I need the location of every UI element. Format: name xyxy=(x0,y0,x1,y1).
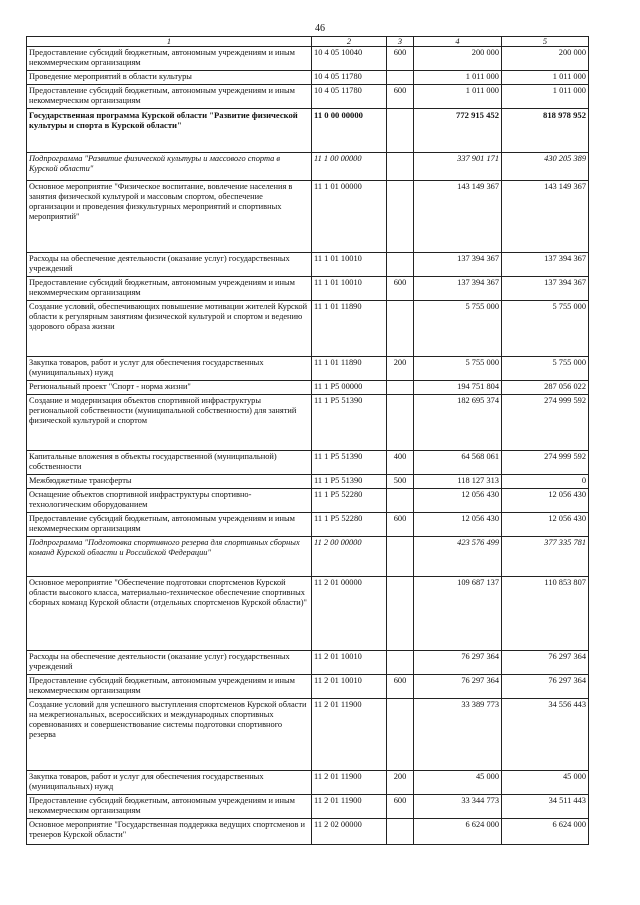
row-name-cell: Закупка товаров, работ и услуг для обеспечения государственных (муниципальных) нужд xyxy=(27,357,312,381)
row-code-cell: 11 1 P5 51390 xyxy=(312,475,387,489)
row-amount-year2-cell: 818 978 952 xyxy=(502,109,589,153)
row-name-cell: Создание условий, обеспечивающих повышение мотивации жителей Курской области к регулярным занятиям физической культурой и спортом и ведению здорового образа жизни xyxy=(27,301,312,357)
table-row xyxy=(27,651,589,675)
row-amount-year1-cell: 1 011 000 xyxy=(414,85,502,109)
row-code-cell: 11 1 P5 51390 xyxy=(312,395,387,451)
row-amount-year1-cell: 6 624 000 xyxy=(414,819,502,845)
row-name-cell: Предоставление субсидий бюджетным, автономным учреждениям и иным некоммерческим организациям xyxy=(27,277,312,301)
row-name-cell: Оснащение объектов спортивной инфраструктуры спортивно-технологическим оборудованием xyxy=(27,489,312,513)
row-amount-year1-cell: 64 568 061 xyxy=(414,451,502,475)
table-row xyxy=(27,181,589,253)
row-expense-type-cell xyxy=(387,395,414,451)
table-row xyxy=(27,819,589,845)
row-amount-year1-cell: 143 149 367 xyxy=(414,181,502,253)
budget-table xyxy=(26,36,589,845)
table-row xyxy=(27,301,589,357)
row-expense-type-cell: 600 xyxy=(387,795,414,819)
row-amount-year1-cell: 137 394 367 xyxy=(414,277,502,301)
row-expense-type-cell: 600 xyxy=(387,675,414,699)
row-code-cell: 11 2 01 00000 xyxy=(312,577,387,651)
row-amount-year2-cell: 110 853 807 xyxy=(502,577,589,651)
row-code-cell: 11 2 01 11900 xyxy=(312,699,387,771)
table-row xyxy=(27,395,589,451)
row-expense-type-cell xyxy=(387,381,414,395)
row-name-cell: Предоставление субсидий бюджетным, автономным учреждениям и иным некоммерческим организациям xyxy=(27,795,312,819)
row-code-cell: 11 1 P5 00000 xyxy=(312,381,387,395)
row-amount-year1-cell: 12 056 430 xyxy=(414,513,502,537)
row-amount-year1-cell: 5 755 000 xyxy=(414,357,502,381)
row-expense-type-cell xyxy=(387,181,414,253)
table-row xyxy=(27,85,589,109)
row-expense-type-cell xyxy=(387,819,414,845)
row-expense-type-cell: 400 xyxy=(387,451,414,475)
table-row xyxy=(27,513,589,537)
row-code-cell: 11 2 00 00000 xyxy=(312,537,387,577)
row-name-cell: Расходы на обеспечение деятельности (оказание услуг) государственных учреждений xyxy=(27,651,312,675)
row-amount-year1-cell: 5 755 000 xyxy=(414,301,502,357)
row-amount-year2-cell: 6 624 000 xyxy=(502,819,589,845)
header-col-1: 1 xyxy=(27,37,312,47)
row-amount-year2-cell: 137 394 367 xyxy=(502,253,589,277)
row-amount-year1-cell: 772 915 452 xyxy=(414,109,502,153)
row-name-cell: Предоставление субсидий бюджетным, автономным учреждениям и иным некоммерческим организациям xyxy=(27,513,312,537)
row-code-cell: 10 4 05 11780 xyxy=(312,71,387,85)
row-expense-type-cell xyxy=(387,577,414,651)
table-row xyxy=(27,675,589,699)
row-amount-year1-cell: 1 011 000 xyxy=(414,71,502,85)
row-name-cell: Предоставление субсидий бюджетным, автономным учреждениям и иным некоммерческим организациям xyxy=(27,675,312,699)
row-amount-year2-cell: 287 056 022 xyxy=(502,381,589,395)
row-name-cell: Подпрограмма "Развитие физической культуры и массового спорта в Курской области" xyxy=(27,153,312,181)
header-col-2: 2 xyxy=(312,37,387,47)
row-amount-year1-cell: 118 127 313 xyxy=(414,475,502,489)
row-amount-year1-cell: 76 297 364 xyxy=(414,651,502,675)
row-expense-type-cell xyxy=(387,489,414,513)
row-code-cell: 11 1 P5 52280 xyxy=(312,489,387,513)
row-amount-year2-cell: 5 755 000 xyxy=(502,357,589,381)
table-row xyxy=(27,489,589,513)
row-code-cell: 11 2 01 11900 xyxy=(312,795,387,819)
table-row xyxy=(27,253,589,277)
row-amount-year1-cell: 194 751 804 xyxy=(414,381,502,395)
row-amount-year2-cell: 274 999 592 xyxy=(502,451,589,475)
row-amount-year2-cell: 34 511 443 xyxy=(502,795,589,819)
row-code-cell: 11 1 P5 51390 xyxy=(312,451,387,475)
row-expense-type-cell xyxy=(387,699,414,771)
row-code-cell: 11 1 P5 52280 xyxy=(312,513,387,537)
row-name-cell: Подпрограмма "Подготовка спортивного резерва для спортивных сборных команд Курской области и Российской Федерации" xyxy=(27,537,312,577)
row-name-cell: Капитальные вложения в объекты государственной (муниципальной) собственности xyxy=(27,451,312,475)
table-row xyxy=(27,153,589,181)
row-amount-year2-cell: 430 205 389 xyxy=(502,153,589,181)
table-row xyxy=(27,475,589,489)
table-row xyxy=(27,357,589,381)
row-amount-year1-cell: 76 297 364 xyxy=(414,675,502,699)
row-amount-year1-cell: 182 695 374 xyxy=(414,395,502,451)
row-name-cell: Создание и модернизация объектов спортивной инфраструктуры региональной собственности (муниципальной собственности) для занятий физической культурой и спортом xyxy=(27,395,312,451)
row-amount-year1-cell: 137 394 367 xyxy=(414,253,502,277)
row-code-cell: 11 1 01 10010 xyxy=(312,277,387,301)
table-row xyxy=(27,47,589,71)
header-col-5: 5 xyxy=(502,37,589,47)
row-name-cell: Основное мероприятие "Физическое воспитание, вовлечение населения в занятия физической культурой и массовым спортом, обеспечение организации и проведения физкультурных мероприятий и спортивных мероприятий" xyxy=(27,181,312,253)
row-code-cell: 11 1 01 11890 xyxy=(312,301,387,357)
row-amount-year2-cell: 12 056 430 xyxy=(502,489,589,513)
row-code-cell: 11 2 01 11900 xyxy=(312,771,387,795)
row-code-cell: 11 0 00 00000 xyxy=(312,109,387,153)
row-amount-year2-cell: 377 335 781 xyxy=(502,537,589,577)
table-row xyxy=(27,71,589,85)
row-name-cell: Государственная программа Курской области "Развитие физической культуры и спорта в Курской области" xyxy=(27,109,312,153)
row-code-cell: 10 4 05 10040 xyxy=(312,47,387,71)
table-row xyxy=(27,537,589,577)
row-amount-year2-cell: 143 149 367 xyxy=(502,181,589,253)
row-amount-year2-cell: 200 000 xyxy=(502,47,589,71)
row-expense-type-cell: 600 xyxy=(387,85,414,109)
row-code-cell: 11 1 01 10010 xyxy=(312,253,387,277)
row-amount-year2-cell: 76 297 364 xyxy=(502,675,589,699)
row-name-cell: Расходы на обеспечение деятельности (оказание услуг) государственных учреждений xyxy=(27,253,312,277)
table-row xyxy=(27,795,589,819)
row-expense-type-cell xyxy=(387,651,414,675)
row-expense-type-cell: 500 xyxy=(387,475,414,489)
row-amount-year2-cell: 45 000 xyxy=(502,771,589,795)
row-amount-year2-cell: 137 394 367 xyxy=(502,277,589,301)
row-name-cell: Основное мероприятие "Обеспечение подготовки спортсменов Курской области высокого класса, материально-техническое обеспечение спортивных сборных команд Курской области (отдельных спортсменов Курской области)" xyxy=(27,577,312,651)
row-amount-year2-cell: 76 297 364 xyxy=(502,651,589,675)
row-amount-year2-cell: 34 556 443 xyxy=(502,699,589,771)
row-name-cell: Основное мероприятие "Государственная поддержка ведущих спортсменов и тренеров Курской области" xyxy=(27,819,312,845)
row-amount-year1-cell: 45 000 xyxy=(414,771,502,795)
row-amount-year1-cell: 12 056 430 xyxy=(414,489,502,513)
row-code-cell: 11 1 01 11890 xyxy=(312,357,387,381)
row-name-cell: Проведение мероприятий в области культуры xyxy=(27,71,312,85)
page-number: 46 xyxy=(315,23,325,34)
row-expense-type-cell xyxy=(387,153,414,181)
row-expense-type-cell xyxy=(387,109,414,153)
table-row xyxy=(27,577,589,651)
row-code-cell: 11 1 01 00000 xyxy=(312,181,387,253)
row-amount-year2-cell: 274 999 592 xyxy=(502,395,589,451)
row-amount-year1-cell: 423 576 499 xyxy=(414,537,502,577)
row-expense-type-cell: 600 xyxy=(387,513,414,537)
row-amount-year1-cell: 109 687 137 xyxy=(414,577,502,651)
row-amount-year1-cell: 33 389 773 xyxy=(414,699,502,771)
row-code-cell: 11 2 02 00000 xyxy=(312,819,387,845)
row-code-cell: 11 1 00 00000 xyxy=(312,153,387,181)
row-name-cell: Предоставление субсидий бюджетным, автономным учреждениям и иным некоммерческим организациям xyxy=(27,85,312,109)
row-name-cell: Создание условий для успешного выступления спортсменов Курской области на межрегиональных, всероссийских и международных спортивных соревнованиях и совершенствование системы подготовки спортивного резерва xyxy=(27,699,312,771)
row-amount-year2-cell: 12 056 430 xyxy=(502,513,589,537)
row-expense-type-cell xyxy=(387,537,414,577)
row-expense-type-cell: 600 xyxy=(387,277,414,301)
row-amount-year2-cell: 1 011 000 xyxy=(502,85,589,109)
header-col-3: 3 xyxy=(387,37,414,47)
row-expense-type-cell xyxy=(387,253,414,277)
row-name-cell: Закупка товаров, работ и услуг для обеспечения государственных (муниципальных) нужд xyxy=(27,771,312,795)
table-row xyxy=(27,109,589,153)
row-amount-year2-cell: 5 755 000 xyxy=(502,301,589,357)
row-expense-type-cell: 200 xyxy=(387,357,414,381)
table-row xyxy=(27,277,589,301)
row-code-cell: 11 2 01 10010 xyxy=(312,651,387,675)
table-row xyxy=(27,771,589,795)
header-col-4: 4 xyxy=(414,37,502,47)
row-name-cell: Предоставление субсидий бюджетным, автономным учреждениям и иным некоммерческим организациям xyxy=(27,47,312,71)
row-name-cell: Региональный проект "Спорт - норма жизни" xyxy=(27,381,312,395)
table-row xyxy=(27,699,589,771)
table-row xyxy=(27,451,589,475)
table-row xyxy=(27,381,589,395)
row-amount-year2-cell: 0 xyxy=(502,475,589,489)
row-expense-type-cell xyxy=(387,301,414,357)
row-code-cell: 11 2 01 10010 xyxy=(312,675,387,699)
row-amount-year1-cell: 337 901 171 xyxy=(414,153,502,181)
row-expense-type-cell xyxy=(387,71,414,85)
row-amount-year2-cell: 1 011 000 xyxy=(502,71,589,85)
row-expense-type-cell: 200 xyxy=(387,771,414,795)
table-header-row xyxy=(27,37,589,47)
row-expense-type-cell: 600 xyxy=(387,47,414,71)
row-code-cell: 10 4 05 11780 xyxy=(312,85,387,109)
row-amount-year1-cell: 33 344 773 xyxy=(414,795,502,819)
row-amount-year1-cell: 200 000 xyxy=(414,47,502,71)
row-name-cell: Межбюджетные трансферты xyxy=(27,475,312,489)
